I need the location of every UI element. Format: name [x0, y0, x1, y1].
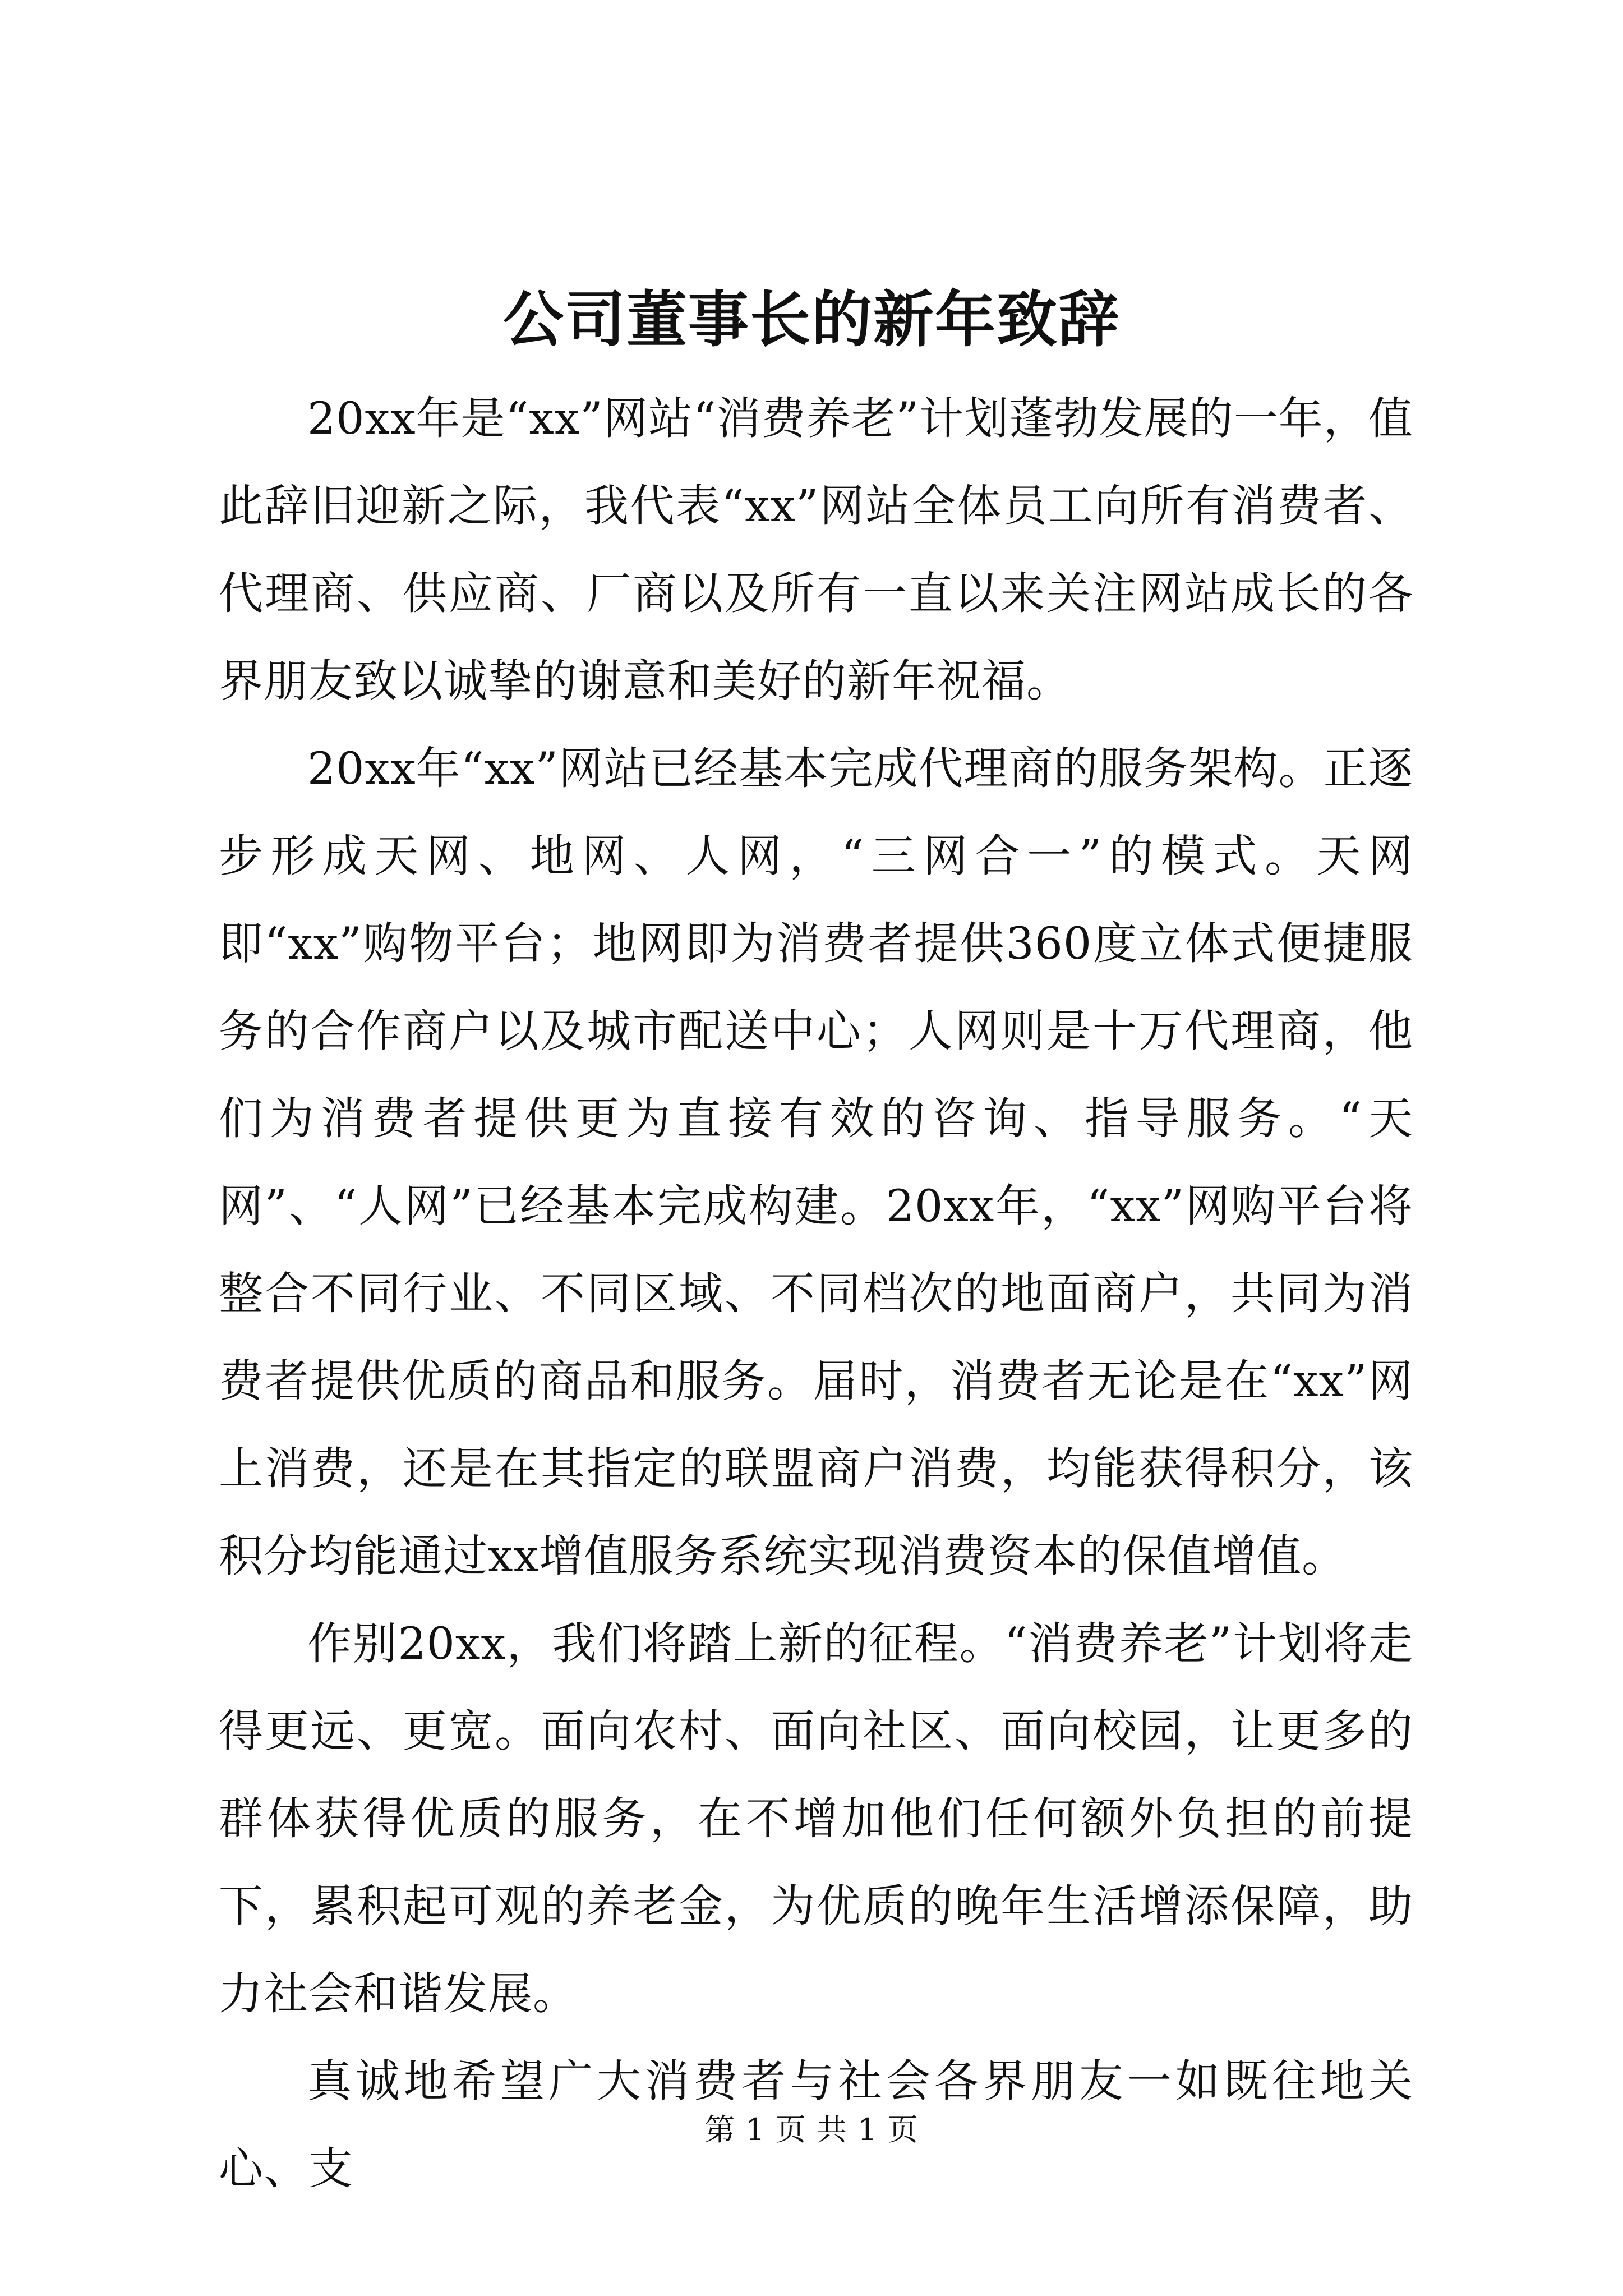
- document-title: 公司董事长的新年致辞: [502, 284, 1120, 355]
- paragraph-4: 真诚地希望广大消费者与社会各界朋友一如既往地关心、支: [219, 2055, 1413, 2194]
- paragraph-3: 作别20xx，我们将踏上新的征程。“消费养老”计划将走得更远、更宽。面向农村、面向社区、面向校园，让更多的群体获得优质的服务，在不增加他们任何额外负担的前提下，累积起可观的养老金，为优质的晚年生活增添保障，助力社会和谐发展。: [219, 1618, 1413, 2019]
- document-body: [219, 375, 1413, 2212]
- paragraph-1: 20xx年是“xx”网站“消费养老”计划蓬勃发展的一年，值此辞旧迎新之际，我代表“xx”网站全体员工向所有消费者、代理商、供应商、厂商以及所有一直以来关注网站成长的各界朋友致以诚挚的谢意和美好的新年祝福。: [219, 393, 1413, 707]
- page-footer: 第 1 页 共 1 页: [704, 2112, 919, 2147]
- paragraph-2: 20xx年“xx”网站已经基本完成代理商的服务架构。正逐步形成天网、地网、人网，“三网合一”的模式。天网即“xx”购物平台；地网即为消费者提供360度立体式便捷服务的合作商户以及城市配送中心；人网则是十万代理商，他们为消费者提供更为直接有效的咨询、指导服务。“天网”、“人网”已经基本完成构建。20xx年，“xx”网购平台将整合不同行业、不同区域、不同档次的地面商户，共同为消费者提供优质的商品和服务。届时，消费者无论是在“xx”网上消费，还是在其指定的联盟商户消费，均能获得积分，该积分均能通过xx增值服务系统实现消费资本的保值增值。: [219, 743, 1413, 1582]
